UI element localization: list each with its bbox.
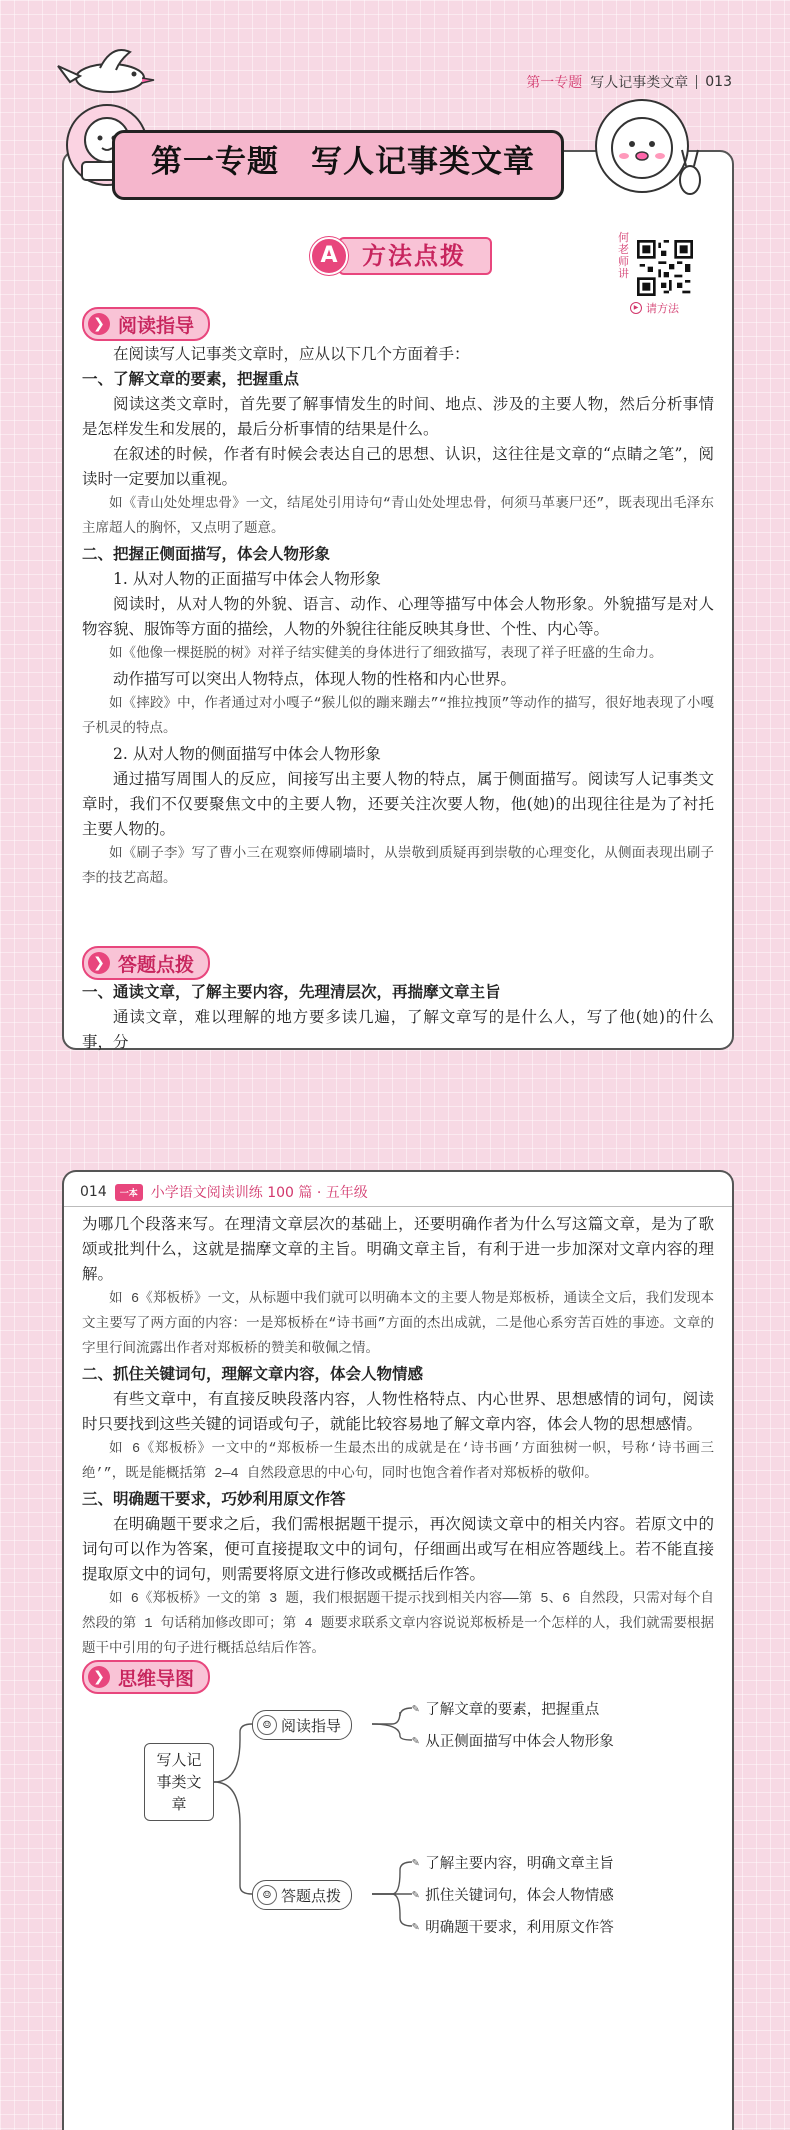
mindmap-leaf-text: 抓住关键词句，体会人物情感 [425, 1889, 614, 1905]
paragraph: 阅读时，从对人物的外貌、语言、动作、心理等描写中体会人物形象。外貌描写是对人物容貌、服饰等方面的描绘，人物的外貌往往能反映其身世、个性、内心等。 [82, 595, 714, 638]
mindmap-leaf-text: 了解主要内容，明确文章主旨 [425, 1857, 614, 1873]
paragraph: 在阅读写人记事类文章时，应从以下几个方面着手： [113, 345, 470, 363]
running-head-title: 写人记事类文章 [590, 75, 689, 91]
lion-face-icon: ☺ [257, 1885, 277, 1905]
pen-icon: ✎ [412, 1734, 420, 1748]
pen-icon: ✎ [412, 1702, 420, 1716]
mindmap-branch-answer-tips [252, 1880, 352, 1910]
page-number: 014 [80, 1184, 107, 1200]
mindmap-branch-reading-guide [252, 1710, 352, 1740]
paragraph: 为哪几个段落来写。在理清文章层次的基础上，还要明确作者为什么写这篇文章，是为了歌颂或批判什么，这就是揣摩文章的主旨。明确文章主旨，有利于进一步加深对文章内容的理解。 [82, 1215, 714, 1283]
heading: 三、明确题干要求，巧妙利用原文作答 [82, 1490, 346, 1508]
example-paragraph: 如《青山处处埋忠骨》一文，结尾处引用诗句“青山处处埋忠骨，何须马革裹尸还”，既表现出毛泽东主席超人的胸怀，又点明了题意。 [82, 497, 714, 537]
pen-icon: ✎ [412, 1888, 420, 1902]
example-paragraph: 如《他像一棵挺脱的树》对祥子结实健美的身体进行了细致描写，表现了祥子旺盛的生命力。 [109, 647, 663, 662]
chevron-right-icon: ❯ [88, 1666, 110, 1688]
mindmap-leaf [412, 1884, 614, 1905]
topic-title-banner: 第一专题 写人记事类文章 [112, 130, 564, 200]
chevron-right-icon: ❯ [88, 952, 110, 974]
section-a-label: 方法点拨 [338, 237, 492, 275]
heading: 二、把握正侧面描写，体会人物形象 [82, 545, 331, 563]
example-paragraph: 如 6《郑板桥》一文中的“郑板桥一生最杰出的成就是在‘诗书画’方面独树一帜，号称‘诗书画三绝’”，既是能概括第 2—4 自然段意思的中心句，同时也饱含着作者对郑板桥的敬仰。 [82, 1442, 714, 1482]
play-icon: ▶ [630, 302, 642, 314]
paragraph: 通过描写周围人的反应，间接写出主要人物的特点，属于侧面描写。阅读写人记事类文章时，我们不仅要聚焦文中的主要人物，还要关注次要人物，他(她)的出现往往是为了衬托主要人物的。 [82, 770, 714, 838]
pen-icon: ✎ [412, 1856, 420, 1870]
paragraph: 在叙述的时候，作者有时候会表达自己的思想、认识，这往往是文章的“点睛之笔”，阅读时一定要加以重视。 [82, 445, 714, 488]
chevron-right-icon: ❯ [88, 313, 110, 335]
qr-side-text: 何老师讲 [618, 231, 629, 280]
paragraph: 动作描写可以突出人物特点，体现人物的性格和内心世界。 [113, 670, 517, 688]
mindmap-label-text: 思维导图 [118, 1667, 195, 1690]
mindmap-leaf-text: 从正侧面描写中体会人物形象 [425, 1735, 614, 1751]
mindmap-branch-label: 阅读指导 [281, 1716, 342, 1735]
mindmap-leaf-text: 了解文章的要素，把握重点 [425, 1703, 600, 1719]
example-paragraph: 如 6《郑板桥》一文的第 3 题，我们根据题干提示找到相关内容——第 5、6 自然段，只需对每个自然段的第 1 句话稍加修改即可；第 4 题要求联系文章内容说说郑板桥是一个怎样的人，我们就需要根据题干中引用的句子进行概括总结后作答。 [82, 1592, 714, 1657]
heading: 一、通读文章，了解主要内容，先理清层次，再揣摩文章主旨 [82, 983, 501, 1001]
series-title: 小学语文阅读训练 100 篇 · 五年级 [150, 1185, 368, 1201]
heading: 一、了解文章的要素，把握重点 [82, 370, 300, 388]
paragraph: 通读文章，难以理解的地方要多读几遍，了解文章写的是什么人，写了他(她)的什么事，分 [82, 1008, 714, 1051]
subheading: 2. 从对人物的侧面描写中体会人物形象 [113, 745, 381, 763]
paragraph: 有些文章中，有直接反映段落内容，人物性格特点、内心世界、思想感情的词句，阅读时只要找到这些关键的词语或句子，就能比较容易地了解文章内容，体会人物的思想感情。 [82, 1390, 714, 1433]
subheading: 1. 从对人物的正面描写中体会人物形象 [113, 570, 381, 588]
mindmap-leaf [412, 1852, 614, 1873]
section-a-letter: A [310, 237, 348, 275]
mindmap-leaf [412, 1730, 614, 1751]
mindmap-branch-label: 答题点拨 [281, 1886, 342, 1905]
mindmap-leaf [412, 1698, 599, 1719]
mindmap-leaf [412, 1916, 614, 1937]
qr-caption-text: 请方法 [646, 302, 679, 315]
pen-icon: ✎ [412, 1920, 420, 1934]
example-paragraph: 如 6《郑板桥》一文，从标题中我们就可以明确本文的主要人物是郑板桥，通读全文后，我们发现本文主要写了两方面的内容：一是郑板桥在“诗书画”方面的杰出成就，二是他心系穷苦百姓的事迹。文章的字里行间流露出作者对郑板桥的赞美和敬佩之情。 [82, 1292, 714, 1357]
example-paragraph: 如《摔跤》中，作者通过对小嘎子“猴儿似的蹦来蹦去”“推拉拽顶”等动作的描写，很好地表现了小嘎子机灵的特点。 [82, 697, 714, 737]
brand-logo: 一本 [115, 1184, 143, 1201]
heading: 二、抓住关键词句，理解文章内容，体会人物情感 [82, 1365, 424, 1383]
reading-guide-label-text: 阅读指导 [118, 314, 195, 337]
paragraph: 阅读这类文章时，首先要了解事情发生的时间、地点、涉及的主要人物，然后分析事情是怎样发生和发展的，最后分析事情的结果是什么。 [82, 395, 714, 438]
running-head-section: 第一专题 [526, 75, 583, 91]
page-number: 013 [705, 74, 732, 90]
example-paragraph: 如《刷子李》写了曹小三在观察师傅刷墙时，从崇敬到质疑再到崇敬的心理变化，从侧面表现出刷子李的技艺高超。 [82, 847, 714, 887]
lion-face-icon: ☺ [257, 1715, 277, 1735]
mindmap-root: 写人记事类文章 [144, 1743, 214, 1821]
answer-tips-label-text: 答题点拨 [118, 953, 195, 976]
paragraph: 在明确题干要求之后，我们需根据题干提示，再次阅读文章中的相关内容。若原文中的词句可以作为答案，便可直接提取文中的词句，仔细画出或写在相应答题线上。若不能直接提取原文中的词句，则需要将原文进行修改或概括后作答。 [82, 1515, 714, 1583]
mindmap-leaf-text: 明确题干要求，利用原文作答 [425, 1921, 614, 1937]
